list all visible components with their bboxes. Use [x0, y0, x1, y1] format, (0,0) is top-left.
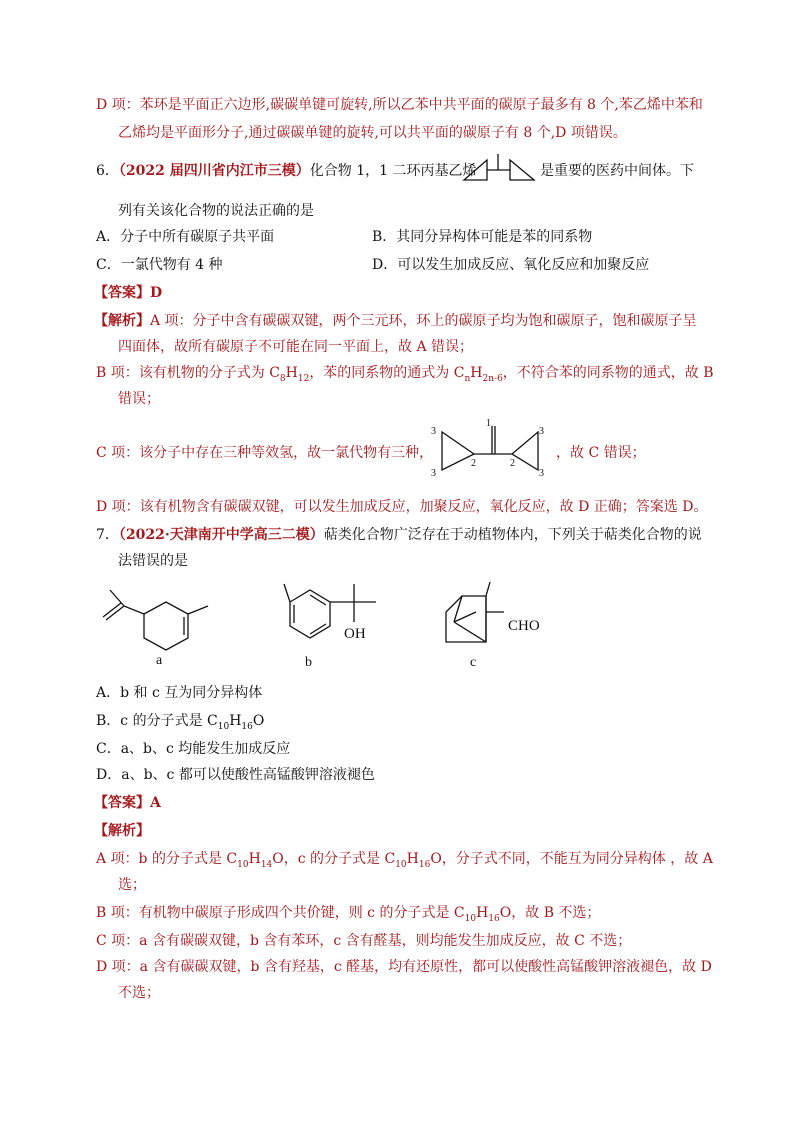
q7-exp-a-line2: 选； [118, 877, 146, 893]
q7-stem-line2: 法错误的是 [118, 553, 188, 569]
q7-exp-b-sub2: 16 [488, 913, 500, 924]
struct-label-3d: 3 [539, 468, 544, 479]
q7-opt-b-pre: B．c 的分子式是 C [96, 713, 218, 729]
q6-exp-b1-m1: H [285, 365, 298, 381]
q6-exp-b1-sub4: 2n-6 [482, 373, 503, 384]
struct-label-2a: 2 [471, 458, 476, 469]
q7-exp-a-sub3: 10 [395, 859, 407, 870]
q7-stem-line1 [96, 526, 702, 544]
q7-exp-b-pre: B 项：有机物中碳原子形成四个共价键，则 c 的分子式是 C [96, 905, 465, 921]
q7-label-b: b [305, 655, 312, 670]
q7-exp-a-line1 [96, 850, 713, 868]
q7-exp-c: C 项：a 含有碳碳双键，b 含有苯环，c 含有醛基，则均能发生加成反应，故 C 不选； [96, 933, 632, 949]
q7-opt-b-post: O [252, 713, 265, 729]
q6-stem-a: 化合物 1，1 二环丙基乙烯 [309, 163, 477, 179]
q6-exp-b1-sub1: 8 [279, 373, 286, 384]
q7-opt-b-m: H [229, 713, 242, 729]
q7-option-d: D．a、b、c 都可以使酸性高锰酸钾溶液褪色 [96, 767, 375, 783]
q7-source: （2022·天津南开中学高三二模） [118, 527, 324, 543]
q6-exp-a-line2: 四面体，故所有碳原子不可能在同一平面上，故 A 错误； [118, 339, 474, 355]
q7-option-a: A．b 和 c 互为同分异构体 [96, 685, 263, 701]
q7-exp-a-m3: H [406, 851, 419, 867]
q6-stem-line2: 列有关该化合物的说法正确的是 [118, 203, 314, 219]
q7-exp-a-pre: A 项：b 的分子式是 C [96, 851, 238, 867]
q6-answer-label: 【答案】 [94, 285, 150, 301]
q7-answer [94, 794, 161, 812]
q7-structure-a [100, 586, 220, 666]
q7-exp-a-sub2: 14 [260, 859, 273, 870]
q7-label-a: a [156, 653, 163, 668]
q7-answer-label: 【答案】 [94, 795, 150, 811]
struct-label-1: 1 [486, 418, 491, 429]
q6-source: （2022 届四川省内江市三模） [118, 163, 310, 179]
struct-label-3a: 3 [431, 426, 436, 437]
q6-exp-a1: A 项：分子中含有碳碳双键，两个三元环，环上的碳原子均为饱和碳原子，饱和碳原子呈 [150, 313, 697, 329]
q7-option-c: C．a、b、c 均能发生加成反应 [96, 741, 291, 757]
q7-option-b [96, 712, 264, 730]
prev-exp-d-line2: 乙烯均是平面形分子,通过碳碳单键的旋转,可以共平面的碳原子有 8 个,D 项错误。 [118, 125, 627, 141]
q6-exp-b1-m2: ，苯的同系物的通式为 C [309, 365, 465, 381]
q6-inline-structure [462, 152, 542, 188]
q7-opt-b-sub1: 10 [217, 721, 230, 732]
q7-exp-a-sub1: 10 [237, 859, 249, 870]
q6-exp-b1-m3: H [470, 365, 483, 381]
q6-exp-d: D 项：该有机物含有碳碳双键，可以发生加成反应，加聚反应，氧化反应，故 D 正确；答案选 D。 [96, 499, 708, 515]
q6-option-d: D．可以发生加成反应、氧化反应和加聚反应 [372, 257, 650, 273]
q6-exp-b1-sub2: 12 [297, 373, 310, 384]
q7-exp-d-line2: 不选； [118, 985, 160, 1001]
q7-exp-a-post: O，分子式不同，不能互为同分异构体 ，故 A [430, 851, 713, 867]
q7-structure-b [280, 578, 400, 668]
q7-opt-b-sub2: 16 [241, 721, 253, 732]
q6-exp-a-line1 [94, 312, 697, 330]
q7-exp-a-sub4: 16 [418, 859, 431, 870]
q7-exp-d-line1: D 项：a 含有碳碳双键，b 含有羟基，c 醛基，均有还原性，都可以使酸性高锰酸钾溶液褪色，故 D [96, 959, 712, 975]
q7-exp-b [96, 904, 600, 922]
q6-option-a: A．分子中所有碳原子共平面 [96, 229, 275, 245]
q6-exp-b1-pre: B 项：该有机物的分子式为 C [96, 365, 280, 381]
q7-oh-label: OH [344, 626, 366, 642]
q6-labeled-structure [428, 418, 558, 488]
q7-exp-a-m2: O，c 的分子式是 C [272, 851, 396, 867]
q6-stem-line1b: 是重要的医药中间体。下 [540, 163, 694, 179]
prev-exp-d-line1: D 项：苯环是平面正六边形,碳碳单键可旋转,所以乙苯中共平面的碳原子最多有 8 个,苯乙烯中苯和 [96, 97, 703, 113]
q7-explanation-label: 【解析】 [94, 823, 150, 839]
q6-option-c: C．一氯代物有 4 种 [96, 257, 223, 273]
q7-exp-b-m: H [476, 905, 489, 921]
q7-label-c: c [470, 655, 477, 670]
struct-label-3b: 3 [431, 468, 436, 479]
q7-stem-a: 萜类化合物广泛存在于动植物体内，下列关于萜类化合物的说 [323, 527, 702, 543]
q6-exp-c-post: ，故 C 错误； [556, 445, 646, 461]
q6-exp-c-pre: C 项：该分子中存在三种等效氢，故一氯代物有三种， [96, 445, 434, 461]
q6-exp-b-line1 [96, 364, 714, 382]
q7-exp-a-m1: H [248, 851, 261, 867]
q6-exp-b1-sub3: n [464, 373, 471, 384]
q6-answer [94, 284, 162, 302]
q6-number: 6． [96, 163, 119, 179]
q7-answer-value: A [150, 795, 161, 811]
q6-exp-b1-post: ，不符合苯的同系物的通式，故 B [502, 365, 714, 381]
q6-option-b: B．其同分异构体可能是苯的同系物 [372, 229, 593, 245]
q6-answer-value: D [150, 285, 163, 301]
q7-exp-b-post: O，故 B 不选； [499, 905, 601, 921]
struct-label-2b: 2 [510, 458, 515, 469]
q7-number: 7． [96, 527, 119, 543]
q6-stem-line1 [96, 162, 476, 180]
q7-exp-b-sub1: 10 [464, 913, 477, 924]
q6-explanation-label: 【解析】 [94, 313, 150, 329]
struct-label-3c: 3 [539, 426, 544, 437]
q6-exp-b-line2: 错误； [118, 391, 160, 407]
q7-cho-label: CHO [508, 618, 540, 634]
q7-structure-c [440, 578, 560, 668]
